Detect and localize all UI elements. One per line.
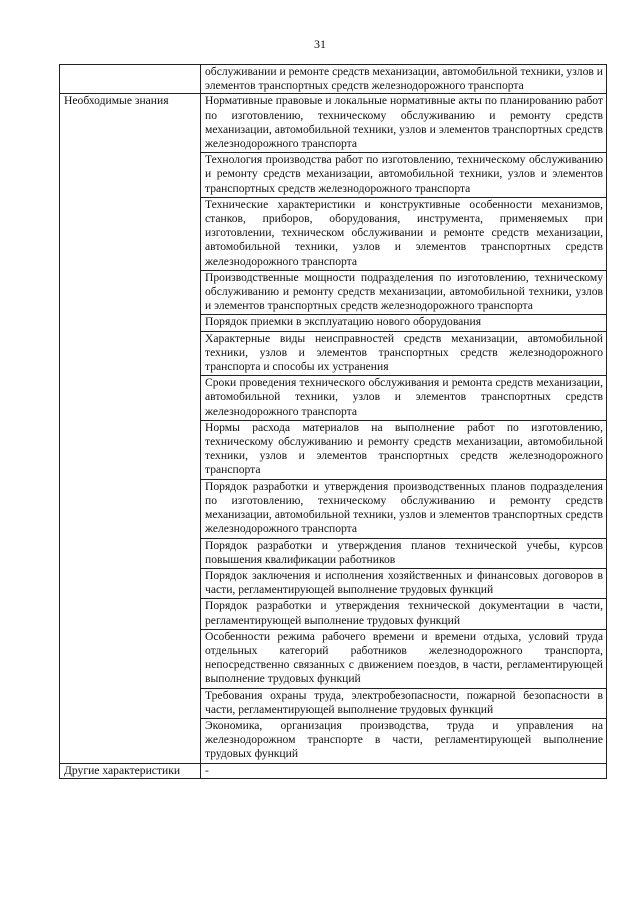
knowledge-item: Особенности режима рабочего времени и времени отдыха, условий труда отдельных категорий работников железнодорожного транспорта, непосредственно связанных с движением поездов, в части, регламентирующей выполнение трудовых функций [201,629,606,688]
knowledge-item: Порядок разработки и утверждения планов технической учебы, курсов повышения квалификации работников [201,538,606,568]
knowledge-item: Сроки проведения технического обслуживания и ремонта средств механизации, автомобильной техники, узлов и элементов транспортных средств железнодорожного транспорта [201,375,606,420]
knowledge-item: Характерные виды неисправностей средств механизации, автомобильной техники, узлов и элементов транспортных средств железнодорожного транспорта и способы их устранения [201,331,606,376]
other-label-cell [60,763,201,778]
other-characteristics-row [60,763,607,778]
knowledge-item: Экономика, организация производства, труда и управления на железнодорожном транспорте в части, регламентирующей выполнение трудовых функций [201,718,606,763]
knowledge-item: Технические характеристики и конструктивные особенности механизмов, станков, приборов, оборудования, инструмента, применяемых при изготовлении, техническом обслуживании и ремонте средств механизации, автомобильной техники, узлов и элементов транспортных средств железнодорожного транспорта [201,197,606,270]
knowledge-item: Порядок разработки и утверждения технической документации в части, регламентирующей выполнение трудовых функций [201,598,606,628]
knowledge-item: Порядок заключения и исполнения хозяйственных и финансовых договоров в части, регламентирующей выполнение трудовых функций [201,568,606,598]
knowledge-label-cell [60,94,201,763]
knowledge-item: Производственные мощности подразделения по изготовлению, техническому обслуживанию и ремонту средств механизации, автомобильной техники, узлов и элементов транспортных средств железнодорожного транспорта [201,270,606,315]
page-number: 31 [314,37,326,51]
knowledge-item: Нормативные правовые и локальные нормативные акты по планированию работ по изготовлению, техническому обслуживанию и ремонту средств механизации, автомобильной техники, узлов и элементов транспортных средств железнодорожного транспорта [205,94,603,151]
other-value-cell: - [201,763,607,778]
knowledge-item: Технология производства работ по изготовлению, техническому обслуживанию и ремонту средств механизации, автомобильной техники, узлов и элементов транспортных средств железнодорожного транспорта [201,152,606,197]
knowledge-item: Нормы расхода материалов на выполнение работ по изготовлению, техническому обслуживанию и ремонту средств механизации, автомобильной техники, узлов и элементов транспортных средств железнодорожного транспорта [201,420,606,479]
knowledge-row [60,94,607,763]
knowledge-item: Порядок приемки в эксплуатацию нового оборудования [201,314,606,330]
knowledge-item: Порядок разработки и утверждения производственных планов подразделения по изготовлению, техническому обслуживанию и ремонту средств механизации, автомобильной техники, узлов и элементов транспортных средств железнодорожного транспорта [201,479,606,538]
continuation-label-cell [60,65,201,94]
job-description-table [59,64,607,779]
continuation-text-cell: обслуживании и ремонте средств механизации, автомобильной техники, узлов и элементов транспортных средств железнодорожного транспорта [201,65,607,94]
knowledge-items-cell [201,94,607,763]
knowledge-item: Требования охраны труда, электробезопасности, пожарной безопасности в части, регламентирующей выполнение трудовых функций [201,688,606,718]
other-characteristics-label: Другие характеристики [64,763,181,777]
continuation-row [60,65,607,94]
knowledge-label: Необходимые знания [64,94,169,108]
